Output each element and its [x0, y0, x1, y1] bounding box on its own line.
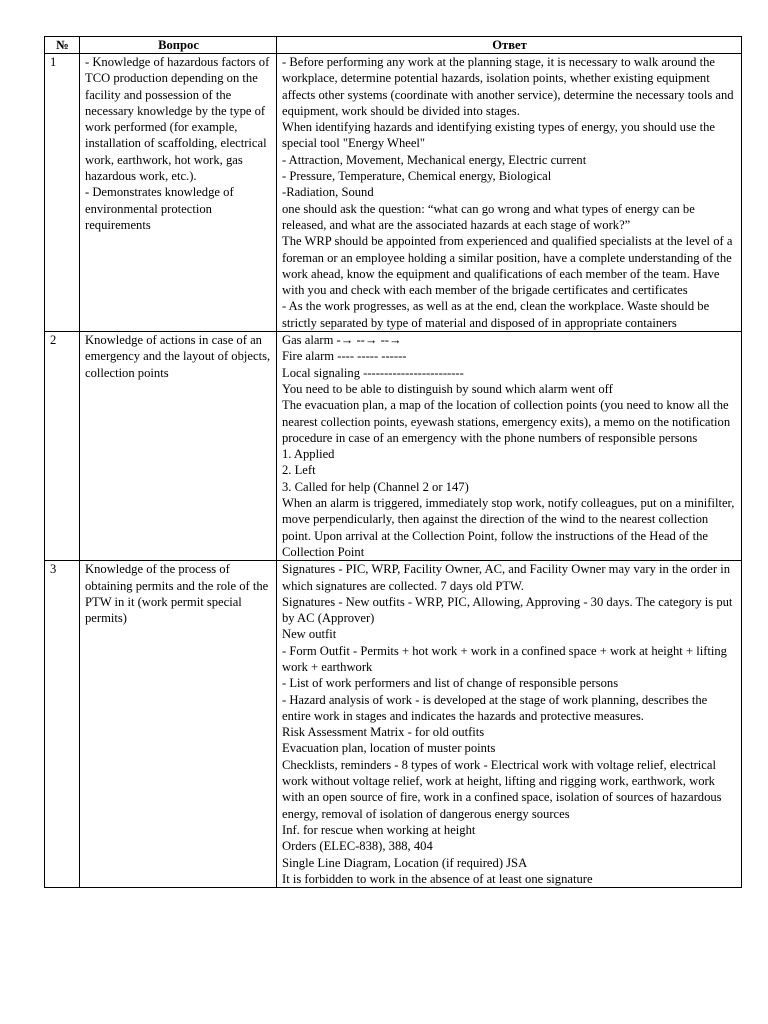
question-cell — [80, 54, 277, 332]
answer-line: Orders (ELEC-838), 388, 404 — [282, 839, 433, 854]
table-row — [45, 561, 742, 888]
question-cell — [80, 561, 277, 888]
answer-line: - Form Outfit - Permits + hot work + work in a confined space + work at height + lifting work + earthwork — [282, 643, 727, 674]
answer-line: The evacuation plan, a map of the location of collection points (you need to know all the nearest collection points, eyewash stations, emergency exits), a memo on the notification procedure in case of an emergency with the phone numbers of responsible persons — [282, 398, 731, 445]
answer-line: 3. Called for help (Channel 2 or 147) — [282, 479, 469, 494]
question-line: - Knowledge of hazardous factors of TCO production depending on the facility and possession of the necessary knowledge by the type of work performed (for example, installation of scaffolding, electrical work, earthwork, hot work, gas hazardous work, etc.). — [85, 55, 270, 184]
answer-line: - Pressure, Temperature, Chemical energy, Biological — [282, 169, 552, 184]
answer-line: Signatures - New outfits - WRP, PIC, Allowing, Approving - 30 days. The category is put by AC (Approver) — [282, 594, 733, 626]
answer-line: - Before performing any work at the planning stage, it is necessary to walk around the workplace, determine potential hazards, isolation points, whether existing equipment affects other systems (coordinate with another service), determine the necessary tools and equipment, work should be divided into stages. — [282, 55, 734, 118]
question-line: Knowledge of the process of obtaining permits and the role of the PTW in it (work permit special permits) — [85, 562, 269, 626]
answer-line: Inf. for rescue when working at height — [282, 822, 476, 837]
answer-line: - List of work performers and list of change of responsible persons — [282, 676, 619, 691]
answer-line: -Radiation, Sound — [282, 185, 374, 200]
answer-line: 1. Applied — [282, 447, 335, 462]
question-cell — [80, 332, 277, 561]
answer-line: New outfit — [282, 627, 337, 642]
answer-line: 2. Left — [282, 463, 316, 478]
header-number: № — [45, 37, 80, 54]
answer-line: Signatures - PIC, WRP, Facility Owner, AC, and Facility Owner may vary in the order in which signatures are collected. 7 days old PTW. — [282, 562, 731, 593]
answer-line: - Hazard analysis of work - is developed at the stage of work planning, describes the entire work in stages and indicates the hazards and protective measures. — [282, 692, 708, 723]
qa-table — [44, 36, 742, 888]
answer-line: Evacuation plan, location of muster points — [282, 741, 496, 756]
answer-line: Local signaling ------------------------ — [282, 365, 464, 380]
answer-line: one should ask the question: “what can go wrong and what types of energy can be released, and what are the associated hazards at each stage of work?” — [282, 201, 695, 232]
answer-cell — [277, 54, 742, 332]
answer-line: Fire alarm ---- ----- ------ — [282, 349, 407, 364]
row-number: 3 — [45, 561, 80, 888]
answer-line: Gas alarm -→ --→ --→ — [282, 333, 402, 348]
answer-line: Risk Assessment Matrix - for old outfits — [282, 725, 485, 740]
question-line: Knowledge of actions in case of an emergency and the layout of objects, collection points — [85, 333, 271, 380]
table-row — [45, 332, 742, 561]
answer-line: - Attraction, Movement, Mechanical energy, Electric current — [282, 152, 587, 167]
row-number: 1 — [45, 54, 80, 332]
table-row — [45, 54, 742, 332]
answer-line: - As the work progresses, as well as at the end, clean the workplace. Waste should be strictly separated by type of material and disposed of in appropriate containers — [282, 299, 710, 330]
answer-line: Checklists, reminders - 8 types of work - Electrical work with voltage relief, electrical work without voltage relief, work at height, lifting and rigging work, earthwork, work with an open source of fire, work in a confined space, isolation of sources of hazardous energy, removal of isolation of dangerous energy sources — [282, 757, 722, 821]
answer-line: It is forbidden to work in the absence of at least one signature — [282, 871, 593, 886]
header-question: Вопрос — [80, 37, 277, 54]
table-header-row — [45, 37, 742, 54]
row-number: 2 — [45, 332, 80, 561]
answer-line: Single Line Diagram, Location (if required) JSA — [282, 855, 528, 870]
question-line: - Demonstrates knowledge of environmental protection requirements — [85, 185, 234, 232]
answer-cell — [277, 561, 742, 888]
answer-line: The WRP should be appointed from experienced and qualified specialists at the level of a foreman or an employee holding a similar position, have a complete understanding of the work ahead, know the equipment and qualifications of each member of the team. Have with you and check with each member of the brigade certificates and certificates — [282, 234, 733, 298]
answer-line: You need to be able to distinguish by sound which alarm went off — [282, 381, 613, 396]
answer-line: When an alarm is triggered, immediately stop work, notify colleagues, put on a minifilter, move perpendicularly, then against the direction of the wind to the nearest collection point. Upon arrival at the Collection Point, follow the instructions of the Head of the Collection Point — [282, 496, 735, 559]
answer-cell — [277, 332, 742, 561]
header-answer: Ответ — [277, 37, 742, 54]
answer-line: When identifying hazards and identifying existing types of energy, you should use the special tool "Energy Wheel" — [282, 120, 715, 151]
